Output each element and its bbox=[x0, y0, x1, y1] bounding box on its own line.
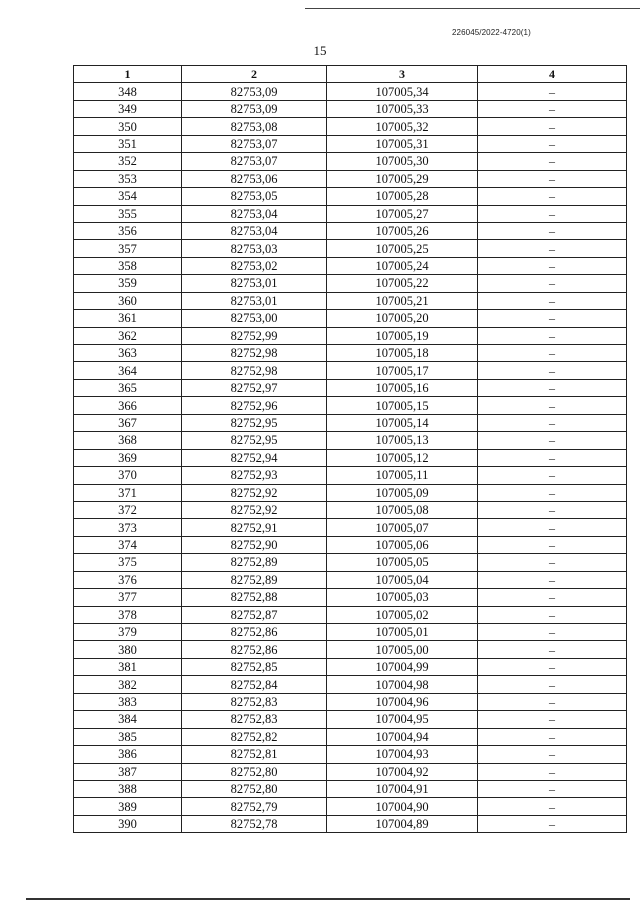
point-number-cell: 355 bbox=[74, 205, 182, 222]
point-number-cell: 382 bbox=[74, 676, 182, 693]
x-coordinate-cell: 82752,91 bbox=[182, 519, 327, 536]
y-coordinate-cell: 107005,11 bbox=[327, 467, 478, 484]
y-coordinate-cell: 107004,95 bbox=[327, 711, 478, 728]
x-coordinate-cell: 82753,05 bbox=[182, 188, 327, 205]
point-number-cell: 366 bbox=[74, 397, 182, 414]
table-row bbox=[74, 170, 627, 187]
note-cell: – bbox=[478, 257, 627, 274]
table-row bbox=[74, 501, 627, 518]
y-coordinate-cell: 107004,90 bbox=[327, 798, 478, 815]
x-coordinate-cell: 82752,85 bbox=[182, 658, 327, 675]
note-cell: – bbox=[478, 467, 627, 484]
note-cell: – bbox=[478, 501, 627, 518]
point-number-cell: 351 bbox=[74, 135, 182, 152]
table-row bbox=[74, 746, 627, 763]
note-cell: – bbox=[478, 240, 627, 257]
point-number-cell: 348 bbox=[74, 83, 182, 100]
table-row bbox=[74, 292, 627, 309]
x-coordinate-cell: 82752,95 bbox=[182, 414, 327, 431]
note-cell: – bbox=[478, 780, 627, 797]
y-coordinate-cell: 107005,25 bbox=[327, 240, 478, 257]
table-row bbox=[74, 519, 627, 536]
x-coordinate-cell: 82752,86 bbox=[182, 624, 327, 641]
x-coordinate-cell: 82753,07 bbox=[182, 153, 327, 170]
x-coordinate-cell: 82752,92 bbox=[182, 484, 327, 501]
y-coordinate-cell: 107005,08 bbox=[327, 501, 478, 518]
column-header-3: 3 bbox=[327, 66, 478, 83]
note-cell: – bbox=[478, 763, 627, 780]
note-cell: – bbox=[478, 484, 627, 501]
y-coordinate-cell: 107004,96 bbox=[327, 693, 478, 710]
x-coordinate-cell: 82753,01 bbox=[182, 275, 327, 292]
table-body bbox=[74, 83, 627, 833]
page-number: 15 bbox=[313, 43, 327, 58]
y-coordinate-cell: 107005,21 bbox=[327, 292, 478, 309]
y-coordinate-cell: 107004,98 bbox=[327, 676, 478, 693]
y-coordinate-cell: 107005,26 bbox=[327, 222, 478, 239]
top-rule bbox=[305, 8, 640, 9]
point-number-cell: 376 bbox=[74, 571, 182, 588]
table-row bbox=[74, 536, 627, 553]
y-coordinate-cell: 107005,01 bbox=[327, 624, 478, 641]
x-coordinate-cell: 82752,81 bbox=[182, 746, 327, 763]
note-cell: – bbox=[478, 100, 627, 117]
x-coordinate-cell: 82752,79 bbox=[182, 798, 327, 815]
note-cell: – bbox=[478, 275, 627, 292]
y-coordinate-cell: 107005,05 bbox=[327, 554, 478, 571]
x-coordinate-cell: 82753,04 bbox=[182, 205, 327, 222]
y-coordinate-cell: 107005,34 bbox=[327, 83, 478, 100]
y-coordinate-cell: 107005,27 bbox=[327, 205, 478, 222]
point-number-cell: 390 bbox=[74, 815, 182, 832]
x-coordinate-cell: 82752,89 bbox=[182, 571, 327, 588]
y-coordinate-cell: 107004,92 bbox=[327, 763, 478, 780]
table-row bbox=[74, 240, 627, 257]
table-row bbox=[74, 397, 627, 414]
table-row bbox=[74, 606, 627, 623]
point-number-cell: 383 bbox=[74, 693, 182, 710]
y-coordinate-cell: 107005,14 bbox=[327, 414, 478, 431]
y-coordinate-cell: 107005,20 bbox=[327, 310, 478, 327]
point-number-cell: 352 bbox=[74, 153, 182, 170]
table-row bbox=[74, 188, 627, 205]
point-number-cell: 371 bbox=[74, 484, 182, 501]
note-cell: – bbox=[478, 536, 627, 553]
point-number-cell: 378 bbox=[74, 606, 182, 623]
x-coordinate-cell: 82752,98 bbox=[182, 362, 327, 379]
note-cell: – bbox=[478, 658, 627, 675]
y-coordinate-cell: 107005,00 bbox=[327, 641, 478, 658]
point-number-cell: 363 bbox=[74, 345, 182, 362]
table-row bbox=[74, 362, 627, 379]
bottom-rule bbox=[26, 898, 630, 900]
y-coordinate-cell: 107004,99 bbox=[327, 658, 478, 675]
x-coordinate-cell: 82753,01 bbox=[182, 292, 327, 309]
note-cell: – bbox=[478, 327, 627, 344]
y-coordinate-cell: 107005,02 bbox=[327, 606, 478, 623]
x-coordinate-cell: 82753,08 bbox=[182, 118, 327, 135]
table-row bbox=[74, 414, 627, 431]
y-coordinate-cell: 107005,13 bbox=[327, 432, 478, 449]
table-row bbox=[74, 815, 627, 832]
note-cell: – bbox=[478, 118, 627, 135]
note-cell: – bbox=[478, 641, 627, 658]
note-cell: – bbox=[478, 571, 627, 588]
table-row bbox=[74, 118, 627, 135]
table-row bbox=[74, 257, 627, 274]
x-coordinate-cell: 82752,96 bbox=[182, 397, 327, 414]
table-row bbox=[74, 327, 627, 344]
y-coordinate-cell: 107005,28 bbox=[327, 188, 478, 205]
point-number-cell: 386 bbox=[74, 746, 182, 763]
note-cell: – bbox=[478, 135, 627, 152]
point-number-cell: 372 bbox=[74, 501, 182, 518]
table-row bbox=[74, 310, 627, 327]
coordinates-table bbox=[73, 65, 627, 833]
table-row bbox=[74, 100, 627, 117]
point-number-cell: 388 bbox=[74, 780, 182, 797]
note-cell: – bbox=[478, 310, 627, 327]
x-coordinate-cell: 82752,87 bbox=[182, 606, 327, 623]
x-coordinate-cell: 82753,04 bbox=[182, 222, 327, 239]
y-coordinate-cell: 107005,12 bbox=[327, 449, 478, 466]
table-row bbox=[74, 432, 627, 449]
x-coordinate-cell: 82752,82 bbox=[182, 728, 327, 745]
note-cell: – bbox=[478, 624, 627, 641]
column-header-4: 4 bbox=[478, 66, 627, 83]
point-number-cell: 384 bbox=[74, 711, 182, 728]
y-coordinate-cell: 107005,06 bbox=[327, 536, 478, 553]
x-coordinate-cell: 82753,03 bbox=[182, 240, 327, 257]
x-coordinate-cell: 82752,86 bbox=[182, 641, 327, 658]
table-row bbox=[74, 763, 627, 780]
y-coordinate-cell: 107005,15 bbox=[327, 397, 478, 414]
note-cell: – bbox=[478, 362, 627, 379]
x-coordinate-cell: 82752,97 bbox=[182, 379, 327, 396]
x-coordinate-cell: 82753,06 bbox=[182, 170, 327, 187]
column-header-1: 1 bbox=[74, 66, 182, 83]
y-coordinate-cell: 107005,17 bbox=[327, 362, 478, 379]
point-number-cell: 357 bbox=[74, 240, 182, 257]
x-coordinate-cell: 82753,07 bbox=[182, 135, 327, 152]
y-coordinate-cell: 107005,07 bbox=[327, 519, 478, 536]
table-row bbox=[74, 345, 627, 362]
note-cell: – bbox=[478, 170, 627, 187]
note-cell: – bbox=[478, 449, 627, 466]
table-row bbox=[74, 571, 627, 588]
x-coordinate-cell: 82752,83 bbox=[182, 693, 327, 710]
point-number-cell: 365 bbox=[74, 379, 182, 396]
table-row bbox=[74, 275, 627, 292]
table-row bbox=[74, 658, 627, 675]
table-row bbox=[74, 798, 627, 815]
y-coordinate-cell: 107005,19 bbox=[327, 327, 478, 344]
table-row bbox=[74, 379, 627, 396]
point-number-cell: 379 bbox=[74, 624, 182, 641]
note-cell: – bbox=[478, 746, 627, 763]
column-header-2: 2 bbox=[182, 66, 327, 83]
table-header-row bbox=[74, 66, 627, 83]
table-row bbox=[74, 780, 627, 797]
x-coordinate-cell: 82752,95 bbox=[182, 432, 327, 449]
x-coordinate-cell: 82752,94 bbox=[182, 449, 327, 466]
y-coordinate-cell: 107005,22 bbox=[327, 275, 478, 292]
point-number-cell: 358 bbox=[74, 257, 182, 274]
point-number-cell: 375 bbox=[74, 554, 182, 571]
note-cell: – bbox=[478, 397, 627, 414]
x-coordinate-cell: 82753,02 bbox=[182, 257, 327, 274]
y-coordinate-cell: 107005,18 bbox=[327, 345, 478, 362]
point-number-cell: 389 bbox=[74, 798, 182, 815]
point-number-cell: 380 bbox=[74, 641, 182, 658]
point-number-cell: 385 bbox=[74, 728, 182, 745]
y-coordinate-cell: 107005,03 bbox=[327, 589, 478, 606]
x-coordinate-cell: 82752,80 bbox=[182, 763, 327, 780]
note-cell: – bbox=[478, 292, 627, 309]
note-cell: – bbox=[478, 798, 627, 815]
table-row bbox=[74, 135, 627, 152]
table-row bbox=[74, 641, 627, 658]
y-coordinate-cell: 107004,89 bbox=[327, 815, 478, 832]
note-cell: – bbox=[478, 728, 627, 745]
y-coordinate-cell: 107005,04 bbox=[327, 571, 478, 588]
point-number-cell: 354 bbox=[74, 188, 182, 205]
point-number-cell: 360 bbox=[74, 292, 182, 309]
x-coordinate-cell: 82752,89 bbox=[182, 554, 327, 571]
table-row bbox=[74, 467, 627, 484]
point-number-cell: 353 bbox=[74, 170, 182, 187]
note-cell: – bbox=[478, 519, 627, 536]
y-coordinate-cell: 107005,32 bbox=[327, 118, 478, 135]
y-coordinate-cell: 107005,09 bbox=[327, 484, 478, 501]
point-number-cell: 370 bbox=[74, 467, 182, 484]
table-row bbox=[74, 624, 627, 641]
point-number-cell: 368 bbox=[74, 432, 182, 449]
table-row bbox=[74, 83, 627, 100]
point-number-cell: 356 bbox=[74, 222, 182, 239]
note-cell: – bbox=[478, 676, 627, 693]
x-coordinate-cell: 82752,99 bbox=[182, 327, 327, 344]
note-cell: – bbox=[478, 188, 627, 205]
document-reference: 226045/2022-4720(1) bbox=[452, 28, 531, 37]
point-number-cell: 359 bbox=[74, 275, 182, 292]
x-coordinate-cell: 82752,84 bbox=[182, 676, 327, 693]
x-coordinate-cell: 82752,98 bbox=[182, 345, 327, 362]
note-cell: – bbox=[478, 205, 627, 222]
point-number-cell: 369 bbox=[74, 449, 182, 466]
table-row bbox=[74, 676, 627, 693]
note-cell: – bbox=[478, 693, 627, 710]
point-number-cell: 373 bbox=[74, 519, 182, 536]
y-coordinate-cell: 107005,29 bbox=[327, 170, 478, 187]
x-coordinate-cell: 82752,83 bbox=[182, 711, 327, 728]
point-number-cell: 364 bbox=[74, 362, 182, 379]
x-coordinate-cell: 82752,80 bbox=[182, 780, 327, 797]
note-cell: – bbox=[478, 153, 627, 170]
x-coordinate-cell: 82752,92 bbox=[182, 501, 327, 518]
x-coordinate-cell: 82753,00 bbox=[182, 310, 327, 327]
table-row bbox=[74, 484, 627, 501]
x-coordinate-cell: 82752,93 bbox=[182, 467, 327, 484]
y-coordinate-cell: 107005,33 bbox=[327, 100, 478, 117]
x-coordinate-cell: 82753,09 bbox=[182, 83, 327, 100]
point-number-cell: 350 bbox=[74, 118, 182, 135]
note-cell: – bbox=[478, 554, 627, 571]
point-number-cell: 374 bbox=[74, 536, 182, 553]
table-row bbox=[74, 205, 627, 222]
y-coordinate-cell: 107004,91 bbox=[327, 780, 478, 797]
x-coordinate-cell: 82753,09 bbox=[182, 100, 327, 117]
note-cell: – bbox=[478, 345, 627, 362]
table-row bbox=[74, 728, 627, 745]
point-number-cell: 349 bbox=[74, 100, 182, 117]
note-cell: – bbox=[478, 711, 627, 728]
point-number-cell: 367 bbox=[74, 414, 182, 431]
point-number-cell: 377 bbox=[74, 589, 182, 606]
note-cell: – bbox=[478, 815, 627, 832]
table-row bbox=[74, 693, 627, 710]
note-cell: – bbox=[478, 379, 627, 396]
point-number-cell: 361 bbox=[74, 310, 182, 327]
y-coordinate-cell: 107005,30 bbox=[327, 153, 478, 170]
note-cell: – bbox=[478, 222, 627, 239]
table-row bbox=[74, 711, 627, 728]
table-row bbox=[74, 449, 627, 466]
note-cell: – bbox=[478, 606, 627, 623]
note-cell: – bbox=[478, 432, 627, 449]
y-coordinate-cell: 107005,24 bbox=[327, 257, 478, 274]
note-cell: – bbox=[478, 414, 627, 431]
x-coordinate-cell: 82752,78 bbox=[182, 815, 327, 832]
y-coordinate-cell: 107005,31 bbox=[327, 135, 478, 152]
table-row bbox=[74, 222, 627, 239]
point-number-cell: 362 bbox=[74, 327, 182, 344]
point-number-cell: 381 bbox=[74, 658, 182, 675]
y-coordinate-cell: 107005,16 bbox=[327, 379, 478, 396]
table-row bbox=[74, 554, 627, 571]
x-coordinate-cell: 82752,90 bbox=[182, 536, 327, 553]
x-coordinate-cell: 82752,88 bbox=[182, 589, 327, 606]
y-coordinate-cell: 107004,94 bbox=[327, 728, 478, 745]
note-cell: – bbox=[478, 83, 627, 100]
table-row bbox=[74, 589, 627, 606]
note-cell: – bbox=[478, 589, 627, 606]
y-coordinate-cell: 107004,93 bbox=[327, 746, 478, 763]
table-row bbox=[74, 153, 627, 170]
point-number-cell: 387 bbox=[74, 763, 182, 780]
